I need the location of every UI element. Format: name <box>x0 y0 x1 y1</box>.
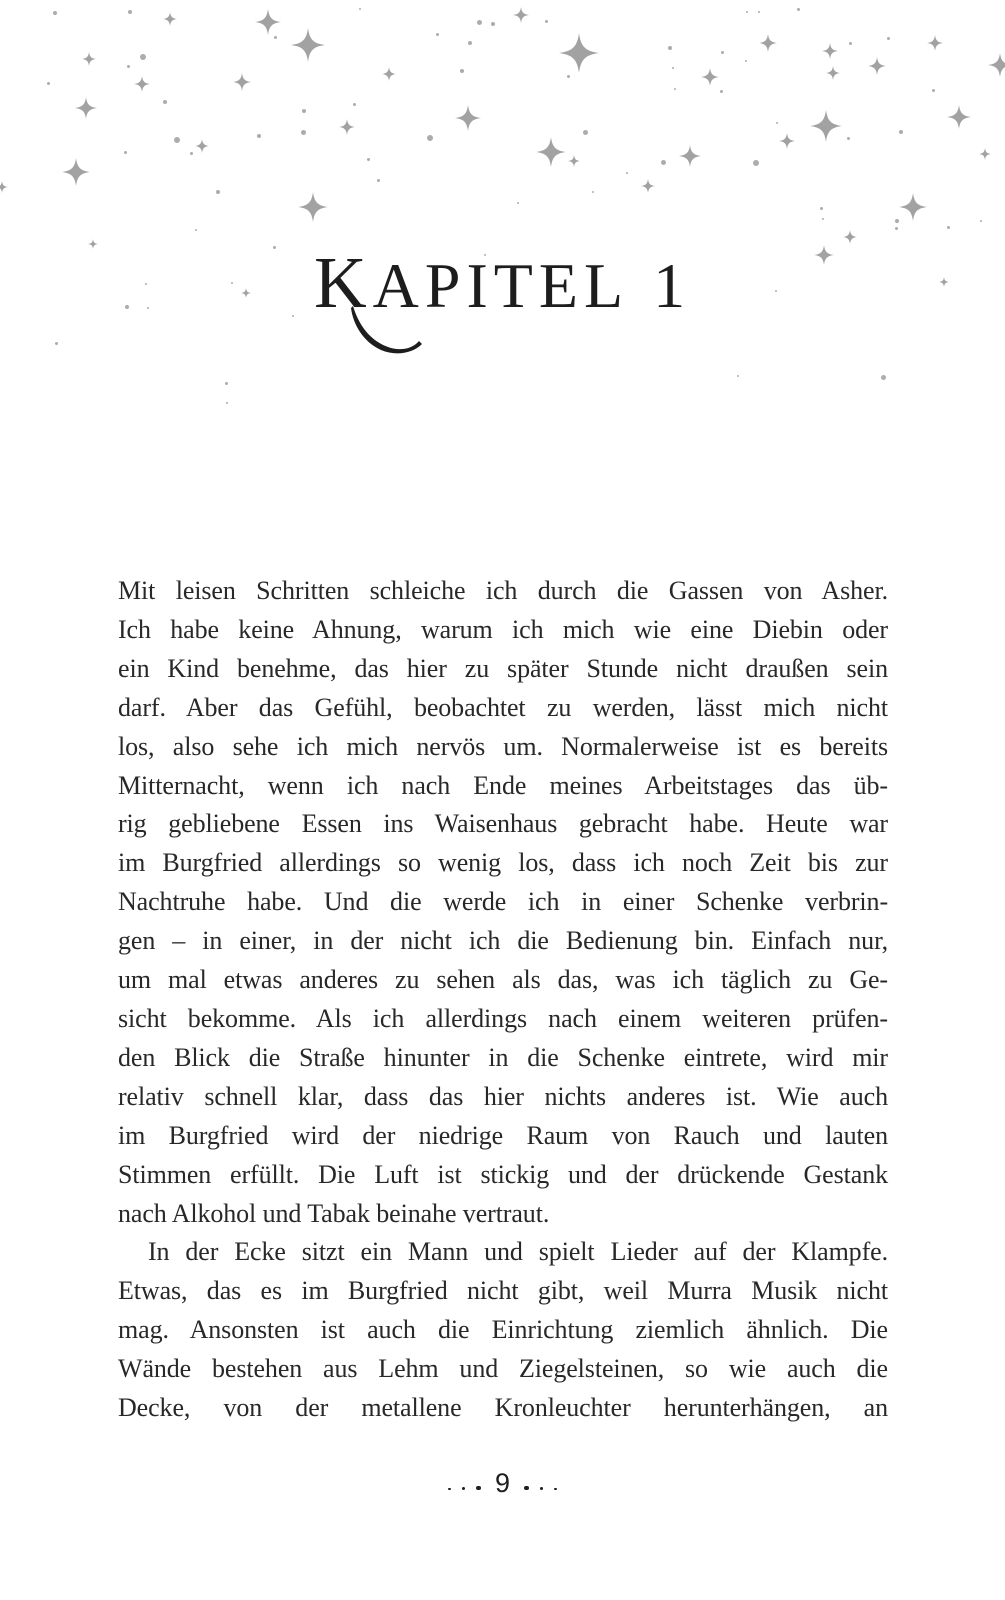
sparkle-star-icon <box>291 28 325 62</box>
sparkle-star-icon <box>679 145 701 167</box>
sparkle-star-icon <box>513 7 529 23</box>
star-dot <box>517 202 519 204</box>
star-dot <box>947 226 950 229</box>
chapter-title <box>0 242 1005 323</box>
star-dot <box>720 90 723 93</box>
text-line: In der Ecke sitzt ein Mann und spielt Lieder auf der Klampfe. <box>148 1237 888 1267</box>
sparkle-star-icon <box>134 76 150 92</box>
sparkle-star-icon <box>62 158 90 186</box>
star-dot <box>491 22 495 26</box>
star-dot <box>353 103 356 106</box>
star-dot <box>758 11 760 13</box>
sparkle-star-icon <box>641 179 655 193</box>
star-dot <box>377 179 380 182</box>
star-dot <box>460 69 464 73</box>
star-dot <box>753 160 759 166</box>
text-line: sicht bekomme. Als ich allerdings nach einem weiteren prüfen- <box>118 1003 888 1033</box>
sparkle-star-icon <box>382 67 396 81</box>
star-dot <box>301 130 306 135</box>
text-line: Wände bestehen aus Lehm und Ziegelsteinen, so wie auch die <box>118 1354 888 1384</box>
star-dot <box>887 37 890 40</box>
footer-dot <box>540 1487 544 1491</box>
star-dot <box>746 11 748 13</box>
footer-dot <box>524 1486 529 1491</box>
star-dot <box>436 33 439 36</box>
star-dot <box>895 219 899 223</box>
text-line: im Burgfried wird der niedrige Raum von Rauch und lauten <box>118 1120 888 1150</box>
star-dot <box>174 137 180 143</box>
text-line: relativ schnell klar, dass das hier nichts anderes ist. Wie auch <box>118 1081 888 1111</box>
star-dot <box>672 67 674 69</box>
star-dot <box>274 36 277 39</box>
star-dot <box>737 375 739 377</box>
sparkle-star-icon <box>233 73 251 91</box>
sparkle-star-icon <box>536 137 566 167</box>
star-dot <box>427 135 433 141</box>
text-line: um mal etwas anderes zu sehen als das, was ich täglich zu Ge- <box>118 965 888 995</box>
chapter-title-initial: K <box>313 242 373 323</box>
star-dot <box>822 218 824 220</box>
star-dot <box>592 191 594 193</box>
star-dot <box>477 20 482 25</box>
text-line: Mit leisen Schritten schleiche ich durch die Gassen von Asher. <box>118 576 888 605</box>
star-dot <box>895 227 898 230</box>
star-dot <box>847 137 850 140</box>
star-dot <box>140 54 146 60</box>
sparkle-star-icon <box>843 230 857 244</box>
star-dot <box>124 151 127 154</box>
text-line: Mitternacht, wenn ich nach Ende meines Arbeitstages das üb- <box>118 770 888 800</box>
star-dot <box>668 46 672 50</box>
star-decoration <box>0 0 1005 460</box>
sparkle-star-icon <box>255 9 281 35</box>
star-dot <box>583 130 588 135</box>
text-line: Nachtruhe habe. Und die werde ich in einer Schenke verbrin- <box>118 887 888 917</box>
chapter-title-number: 1 <box>653 250 692 321</box>
star-dot <box>128 10 132 14</box>
star-dot <box>881 375 886 380</box>
star-dot <box>468 41 472 45</box>
star-dot <box>216 190 220 194</box>
text-line: darf. Aber das Gefühl, beobachtet zu werden, lässt mich nicht <box>118 692 888 722</box>
sparkle-star-icon <box>988 53 1005 77</box>
sparkle-star-icon <box>0 181 8 193</box>
sparkle-star-icon <box>899 193 927 221</box>
star-dot <box>932 89 935 92</box>
sparkle-star-icon <box>298 192 328 222</box>
footer-dot <box>554 1488 557 1491</box>
sparkle-star-icon <box>339 119 355 135</box>
sparkle-star-icon <box>568 155 580 167</box>
chapter-title-rest: APITEL <box>372 250 630 321</box>
star-dot <box>226 402 228 404</box>
text-line: rig gebliebene Essen ins Waisenhaus gebracht habe. Heute war <box>118 809 888 839</box>
star-dot <box>195 229 197 231</box>
footer-dot <box>476 1486 481 1491</box>
page-number: 9 <box>494 1468 511 1498</box>
star-dot <box>674 88 676 90</box>
text-line: den Blick die Straße hinunter in die Schenke eintrete, wird mir <box>118 1042 888 1072</box>
footer-dot <box>448 1488 451 1491</box>
star-dot <box>163 100 167 104</box>
star-dot <box>745 60 747 62</box>
sparkle-star-icon <box>195 139 209 153</box>
body-text <box>118 572 888 1428</box>
star-dot <box>899 130 903 134</box>
sparkle-star-icon <box>826 66 840 80</box>
sparkle-star-icon <box>979 148 991 160</box>
sparkle-star-icon <box>822 43 838 59</box>
sparkle-star-icon <box>868 57 886 75</box>
star-dot <box>661 160 666 165</box>
star-dot <box>820 207 823 210</box>
text-line: Stimmen erfüllt. Die Luft ist stickig und der drückende Gestank <box>118 1159 888 1189</box>
sparkle-star-icon <box>947 105 971 129</box>
text-line: Ich habe keine Ahnung, warum ich mich wie eine Diebin oder <box>118 614 888 644</box>
title-swash-flourish <box>351 306 429 356</box>
star-dot <box>721 51 724 54</box>
sparkle-star-icon <box>455 105 481 131</box>
sparkle-star-icon <box>927 35 943 51</box>
star-dot <box>190 152 193 155</box>
star-dot <box>257 134 261 138</box>
star-dot <box>367 158 370 161</box>
text-line: Etwas, das es im Burgfried nicht gibt, weil Murra Musik nicht <box>118 1276 888 1306</box>
star-dot <box>567 75 570 78</box>
text-line: Decke, von der metallene Kronleuchter herunterhängen, an <box>118 1393 888 1423</box>
text-line: mag. Ansonsten ist auch die Einrichtung ziemlich ähnlich. Die <box>118 1315 888 1345</box>
star-dot <box>302 109 306 113</box>
star-dot <box>797 8 800 11</box>
star-dot <box>55 342 58 345</box>
text-line: nach Alkohol und Tabak beinahe vertraut. <box>118 1198 550 1228</box>
sparkle-star-icon <box>559 33 599 73</box>
star-dot <box>849 42 852 45</box>
star-dot <box>545 20 548 23</box>
text-line: im Burgfried allerdings so wenig los, dass ich noch Zeit bis zur <box>118 848 888 878</box>
page-footer <box>0 1470 1005 1497</box>
sparkle-star-icon <box>810 110 842 142</box>
text-line: gen – in einer, in der nicht ich die Bedienung bin. Einfach nur, <box>118 926 888 956</box>
star-dot <box>47 82 50 85</box>
text-line: ein Kind benehme, das hier zu später Stunde nicht draußen sein <box>118 653 888 683</box>
sparkle-star-icon <box>82 52 96 66</box>
star-dot <box>53 11 57 15</box>
sparkle-star-icon <box>75 97 97 119</box>
star-dot <box>626 172 628 174</box>
star-dot <box>359 8 361 10</box>
star-dot <box>127 65 130 68</box>
text-line: los, also sehe ich mich nervös um. Normalerweise ist es bereits <box>118 731 888 761</box>
star-dot <box>980 220 982 222</box>
star-dot <box>776 122 778 124</box>
footer-dot <box>462 1487 466 1491</box>
sparkle-star-icon <box>701 68 719 86</box>
sparkle-star-icon <box>759 34 777 52</box>
sparkle-star-icon <box>779 133 795 149</box>
sparkle-star-icon <box>163 12 177 26</box>
star-dot <box>225 382 228 385</box>
